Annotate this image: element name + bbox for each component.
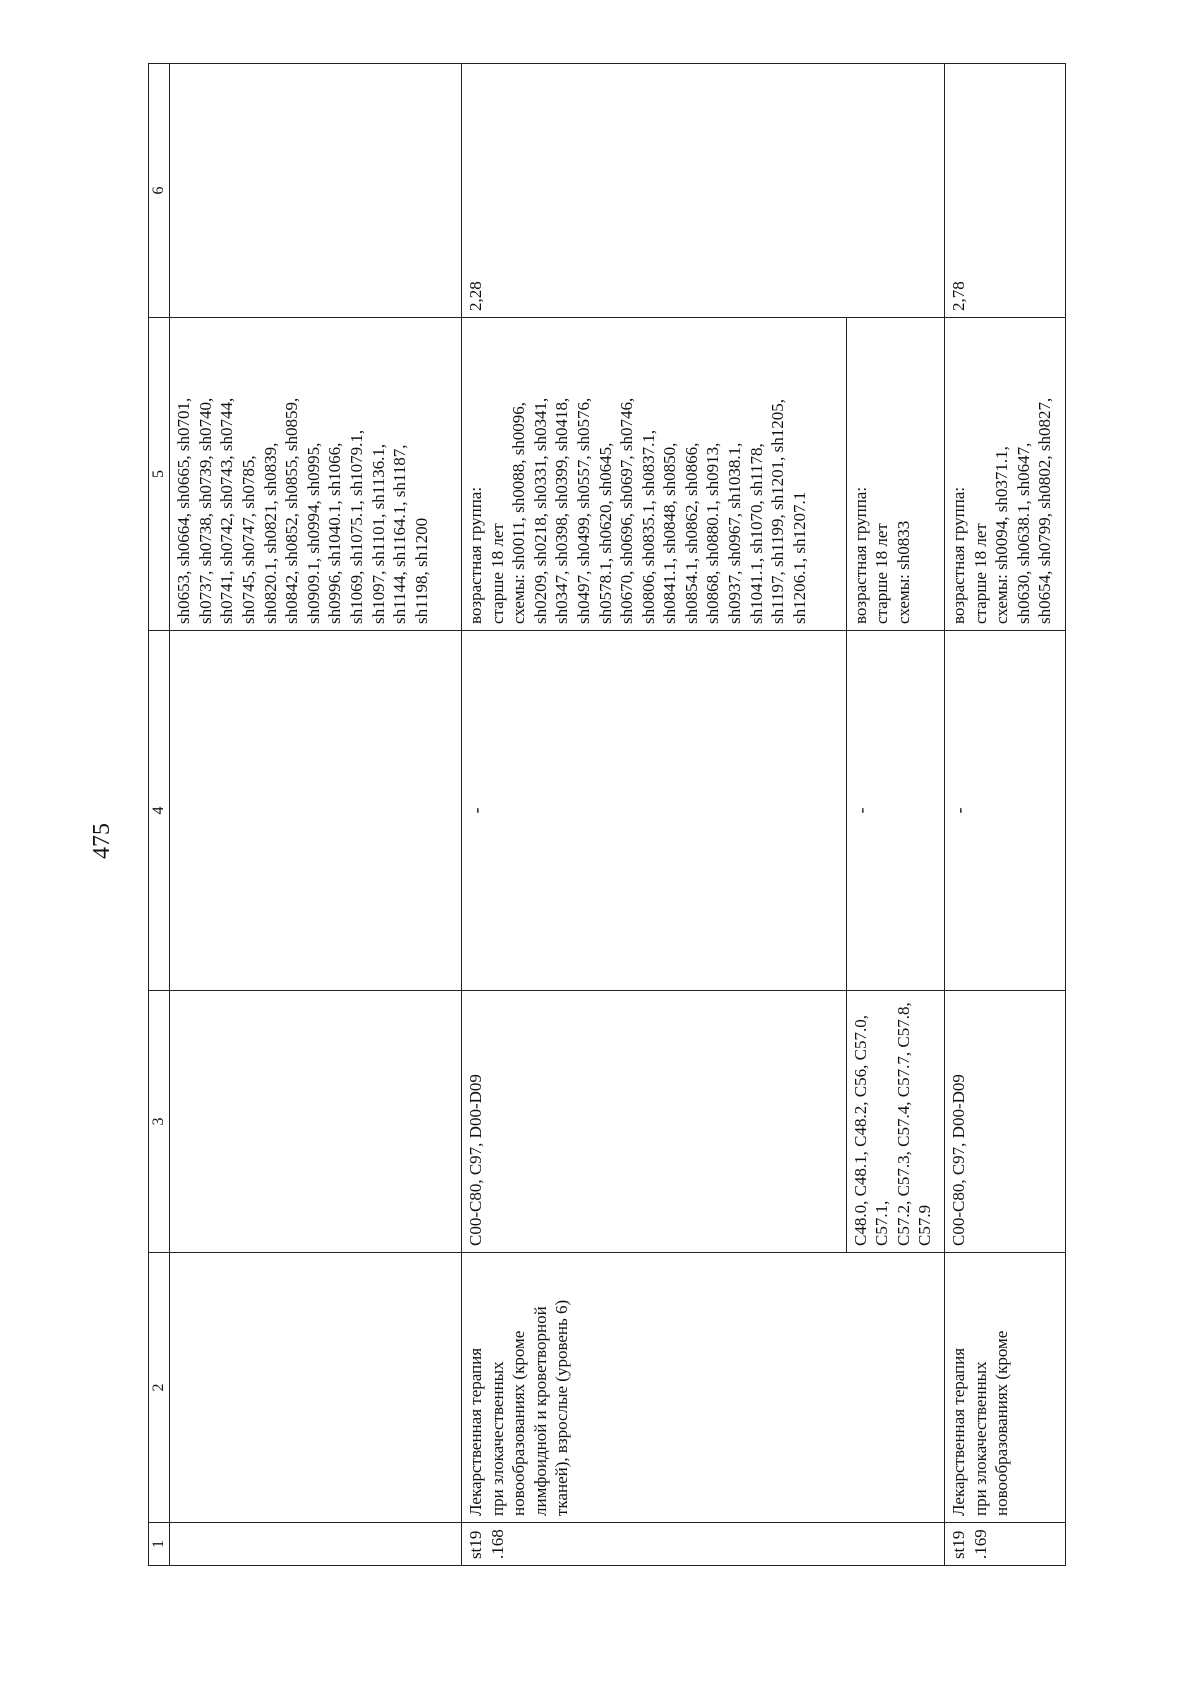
row-criteria: возрастная группа: старше 18 лет схемы: sh0094, sh0371.1, sh0630, sh0638.1, sh0647, sh0654, sh0799, sh0802, sh0827,	[944, 318, 1065, 631]
header-col-2: 2	[149, 1253, 170, 1523]
rotated-table-wrapper	[148, 64, 1066, 1566]
header-col-3: 3	[149, 991, 170, 1253]
row-name: Лекарственная терапия при злокачественных новообразованиях (кроме лимфоидной и кроветворной тканей), взрослые (уровень 6)	[462, 1253, 945, 1523]
header-col-4: 4	[149, 631, 170, 991]
header-row	[149, 64, 170, 1566]
schemes-cell: sh0653, sh0664, sh0665, sh0701, sh0737, sh0738, sh0739, sh0740, sh0741, sh0742, sh0743, sh0744, sh0745, sh0747, sh0785, sh0820.1, sh0821, sh0839, sh0842, sh0852, sh0855, sh0859, sh0909.1, sh0994, sh0995, sh0996, sh1040.1, sh1066, sh1069, sh1075.1, sh1079.1, sh1097, sh1101, sh1136.1, sh1144, sh1164.1, sh1187, sh1198, sh1200	[170, 318, 462, 631]
cell-empty	[170, 64, 462, 318]
tariff-table	[148, 63, 1066, 1566]
row-name: Лекарственная терапия при злокачественных новообразованиях (кроме	[944, 1253, 1065, 1523]
header-col-1: 1	[149, 1523, 170, 1566]
page-number: 475	[89, 823, 115, 859]
header-col-5: 5	[149, 318, 170, 631]
row-code: st19.168	[462, 1523, 945, 1566]
table-row-st19-168	[462, 64, 847, 1566]
row-diagnoses: C00-C80, C97, D00-D09	[462, 991, 847, 1253]
header-col-6: 6	[149, 64, 170, 318]
cell-empty	[170, 1523, 462, 1566]
row-code: st19.169	[944, 1523, 1065, 1566]
cell-empty	[170, 991, 462, 1253]
table-row-st19-169	[944, 64, 1065, 1566]
continuation-row	[170, 64, 462, 1566]
row-coefficient: 2,78	[944, 64, 1065, 318]
row-col4-b: -	[846, 631, 944, 991]
row-criteria: возрастная группа: старше 18 лет схемы: sh0011, sh0088, sh0096, sh0209, sh0218, sh0331, sh0341, sh0347, sh0398, sh0399, sh0418, sh0497, sh0499, sh0557, sh0576, sh0578.1, sh0620, sh0645, sh0670, sh0696, sh0697, sh0746, sh0806, sh0835.1, sh0837.1, sh0841.1, sh0848, sh0850, sh0854.1, sh0862, sh0866, sh0868, sh0880.1, sh0913, sh0937, sh0967, sh1038.1, sh1041.1, sh1070, sh1178, sh1197, sh1199, sh1201, sh1205, sh1206.1, sh1207.1	[462, 318, 847, 631]
row-diagnoses: C00-C80, C97, D00-D09	[944, 991, 1065, 1253]
row-diagnoses-b: C48.0, C48.1, C48.2, C56, C57.0, C57.1, C57.2, C57.3, C57.4, C57.7, C57.8, C57.9	[846, 991, 944, 1253]
row-col4: -	[462, 631, 847, 991]
row-col4: -	[944, 631, 1065, 991]
row-coefficient: 2,28	[462, 64, 945, 318]
cell-empty	[170, 1253, 462, 1523]
cell-empty	[170, 631, 462, 991]
row-criteria-b: возрастная группа: старше 18 лет схемы: sh0833	[846, 318, 944, 631]
